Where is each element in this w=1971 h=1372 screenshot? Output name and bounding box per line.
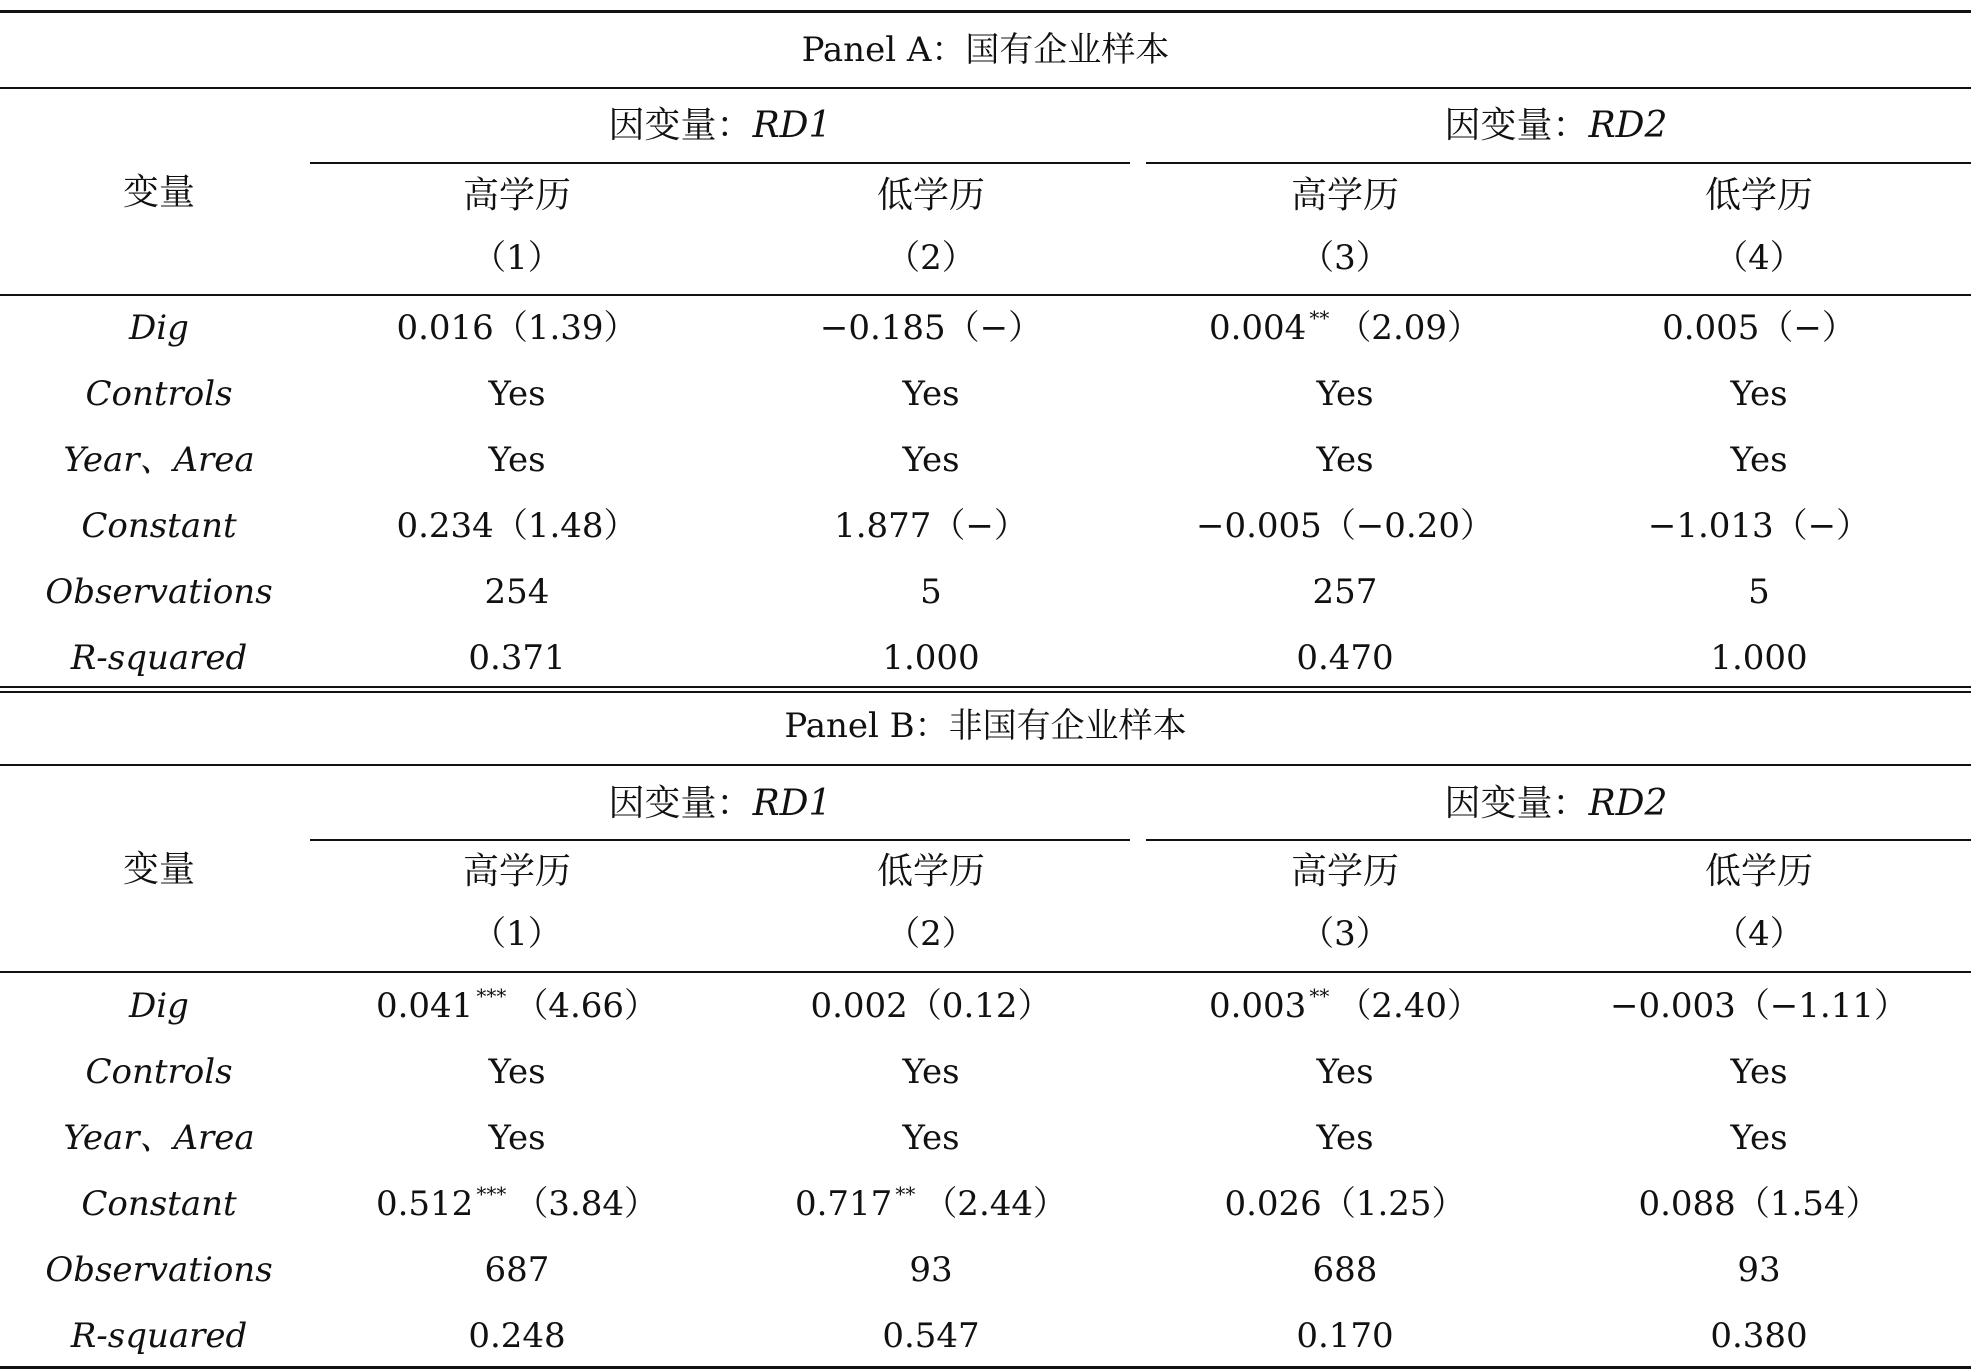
panel-title-rule — [0, 87, 1971, 89]
dv-group-header: 因变量：RD1 — [608, 783, 832, 824]
coefficient: Yes — [1316, 374, 1374, 414]
table-cell — [310, 506, 724, 546]
coefficient: 687 — [484, 1250, 550, 1290]
coefficient: 257 — [1312, 572, 1378, 612]
table-cell — [310, 1118, 724, 1158]
table-cell — [1138, 1316, 1552, 1356]
column-header-edu: 高学历 — [1290, 851, 1399, 892]
coefficient: 0.005 — [1662, 308, 1760, 348]
table-cell — [724, 1250, 1138, 1290]
panel-title: Panel B：非国有企业样本 — [784, 706, 1187, 746]
bottom-rule — [0, 1366, 1971, 1369]
dv-group-header: 因变量：RD2 — [1444, 783, 1668, 824]
bottom-rule — [0, 691, 1971, 693]
significance-stars: ** — [895, 1182, 916, 1206]
table-cell — [1552, 1118, 1966, 1158]
table-cell — [1552, 1316, 1966, 1356]
coefficient: 0.004 — [1208, 308, 1307, 348]
t-statistic: （−） — [931, 506, 1028, 546]
column-number: （4） — [1714, 238, 1804, 278]
t-statistic: （4.66） — [514, 986, 659, 1026]
table-cell — [724, 1052, 1138, 1092]
panel-title: Panel A：国有企业样本 — [801, 30, 1170, 70]
dv-group-rule — [310, 162, 1130, 164]
coefficient: 0.248 — [468, 1316, 566, 1356]
coefficient: 688 — [1312, 1250, 1378, 1290]
column-number: （2） — [886, 238, 976, 278]
bottom-rule — [0, 686, 1971, 688]
table-cell — [1138, 1250, 1552, 1290]
significance-stars: ** — [1309, 984, 1330, 1008]
column-number: （4） — [1714, 914, 1804, 954]
dv-group-rule — [1146, 839, 1971, 841]
table-cell — [724, 1316, 1138, 1356]
table-cell — [1138, 986, 1552, 1030]
row-label: R-squared — [70, 638, 248, 678]
dv-group-rule — [1146, 162, 1971, 164]
t-statistic: （−） — [945, 308, 1043, 348]
significance-stars: *** — [476, 1182, 507, 1206]
dv-group-header: 因变量：RD2 — [1444, 105, 1668, 146]
coefficient: 93 — [909, 1250, 953, 1290]
column-number: （2） — [886, 914, 976, 954]
table-cell — [1552, 1052, 1966, 1092]
dv-group-rule — [310, 839, 1130, 841]
table-cell — [1552, 638, 1966, 678]
table-cell — [310, 1316, 724, 1356]
t-statistic: （1.25） — [1321, 1184, 1466, 1224]
table-cell — [724, 1118, 1138, 1158]
column-header-edu: 高学历 — [462, 851, 571, 892]
coefficient: Yes — [488, 440, 546, 480]
table-cell — [724, 506, 1138, 546]
column-header-edu: 低学历 — [1704, 175, 1813, 216]
table-cell — [310, 638, 724, 678]
coefficient: Yes — [1316, 1052, 1374, 1092]
coefficient: Yes — [488, 374, 546, 414]
t-statistic: （−） — [1773, 506, 1871, 546]
variable-header: 变量 — [122, 849, 195, 890]
table-cell — [1138, 1184, 1552, 1224]
table-cell — [1552, 986, 1966, 1026]
significance-stars: *** — [476, 984, 507, 1008]
row-label: Year、Area — [63, 440, 255, 480]
row-label: Controls — [85, 374, 233, 414]
coefficient: 0.026 — [1224, 1184, 1322, 1224]
column-header-edu: 高学历 — [1290, 175, 1399, 216]
table-cell — [724, 986, 1138, 1026]
coefficient: 5 — [1748, 572, 1770, 612]
table-cell — [1552, 572, 1966, 612]
coefficient: 0.547 — [882, 1316, 980, 1356]
table-cell — [724, 440, 1138, 480]
row-label: R-squared — [70, 1316, 248, 1356]
coefficient: 93 — [1737, 1250, 1781, 1290]
table-cell — [1552, 1184, 1966, 1224]
t-statistic: （1.39） — [493, 308, 638, 348]
coefficient: 0.170 — [1296, 1316, 1394, 1356]
column-header-edu: 高学历 — [462, 175, 571, 216]
coefficient: Yes — [488, 1052, 546, 1092]
table-cell — [1138, 506, 1552, 546]
t-statistic: （−1.11） — [1735, 986, 1909, 1026]
column-header-edu: 低学历 — [876, 851, 985, 892]
coefficient: Yes — [1730, 440, 1788, 480]
column-header-edu: 低学历 — [1704, 851, 1813, 892]
table-cell — [1138, 374, 1552, 414]
coefficient: 0.717 — [794, 1184, 893, 1224]
coefficient: 0.470 — [1296, 638, 1394, 678]
t-statistic: （2.44） — [923, 1184, 1068, 1224]
table-cell — [1138, 638, 1552, 678]
coefficient: 5 — [920, 572, 942, 612]
table-cell — [1138, 308, 1552, 352]
table-cell — [724, 638, 1138, 678]
coefficient: Yes — [1316, 440, 1374, 480]
coefficient: 0.088 — [1638, 1184, 1736, 1224]
top-rule — [0, 10, 1971, 13]
t-statistic: （−0.20） — [1321, 506, 1495, 546]
row-label: Dig — [129, 986, 189, 1026]
table-cell — [310, 1250, 724, 1290]
t-statistic: （2.09） — [1337, 308, 1482, 348]
row-label: Observations — [45, 1250, 273, 1290]
table-cell — [1138, 1052, 1552, 1092]
coefficient: 0.002 — [810, 986, 908, 1026]
table-cell — [1552, 374, 1966, 414]
table-cell — [310, 1052, 724, 1092]
coefficient: Yes — [902, 1118, 960, 1158]
coefficient: Yes — [1730, 1052, 1788, 1092]
coefficient: 0.234 — [396, 506, 494, 546]
coefficient: 1.877 — [834, 506, 932, 546]
header-rule — [0, 971, 1971, 973]
coefficient: 0.380 — [1710, 1316, 1808, 1356]
table-cell — [1552, 1250, 1966, 1290]
table-cell — [1138, 1118, 1552, 1158]
table-cell — [310, 986, 724, 1030]
coefficient: 0.003 — [1208, 986, 1307, 1026]
table-cell — [1138, 572, 1552, 612]
table-cell — [724, 308, 1138, 348]
table-cell — [310, 572, 724, 612]
coefficient: 1.000 — [882, 638, 980, 678]
column-header-edu: 低学历 — [876, 175, 985, 216]
dv-group-header: 因变量：RD1 — [608, 105, 832, 146]
coefficient: Yes — [1316, 1118, 1374, 1158]
row-label: Dig — [129, 308, 189, 348]
coefficient: Yes — [902, 440, 960, 480]
table-cell — [310, 440, 724, 480]
coefficient: Yes — [488, 1118, 546, 1158]
table-cell — [1138, 440, 1552, 480]
coefficient: Yes — [1730, 1118, 1788, 1158]
row-label: Controls — [85, 1052, 233, 1092]
column-number: （3） — [1300, 238, 1390, 278]
coefficient: 0.016 — [396, 308, 494, 348]
coefficient: 254 — [484, 572, 550, 612]
coefficient: −0.005 — [1195, 506, 1322, 546]
coefficient: 0.041 — [375, 986, 474, 1026]
coefficient: Yes — [1730, 374, 1788, 414]
t-statistic: （3.84） — [514, 1184, 659, 1224]
t-statistic: （1.54） — [1735, 1184, 1880, 1224]
coefficient: −0.185 — [819, 308, 946, 348]
header-rule — [0, 294, 1971, 296]
coefficient: −0.003 — [1609, 986, 1736, 1026]
coefficient: 0.371 — [468, 638, 566, 678]
table-cell — [724, 374, 1138, 414]
row-label: Constant — [81, 1184, 237, 1224]
table-cell — [310, 374, 724, 414]
column-number: （3） — [1300, 914, 1390, 954]
coefficient: Yes — [902, 374, 960, 414]
significance-stars: ** — [1309, 306, 1330, 330]
table-cell — [1552, 440, 1966, 480]
row-label: Constant — [81, 506, 237, 546]
table-cell — [1552, 308, 1966, 348]
t-statistic: （2.40） — [1337, 986, 1482, 1026]
coefficient: 0.512 — [375, 1184, 474, 1224]
column-number: （1） — [472, 238, 562, 278]
table-cell — [724, 572, 1138, 612]
column-number: （1） — [472, 914, 562, 954]
table-cell — [310, 1184, 724, 1228]
table-cell — [1552, 506, 1966, 546]
t-statistic: （−） — [1759, 308, 1856, 348]
panel-title-rule — [0, 764, 1971, 766]
row-label: Year、Area — [63, 1118, 255, 1158]
coefficient: 1.000 — [1710, 638, 1808, 678]
coefficient: Yes — [902, 1052, 960, 1092]
t-statistic: （0.12） — [907, 986, 1052, 1026]
table-cell — [310, 308, 724, 348]
coefficient: −1.013 — [1647, 506, 1774, 546]
variable-header: 变量 — [122, 172, 195, 213]
row-label: Observations — [45, 572, 273, 612]
t-statistic: （1.48） — [493, 506, 638, 546]
table-cell — [724, 1184, 1138, 1228]
